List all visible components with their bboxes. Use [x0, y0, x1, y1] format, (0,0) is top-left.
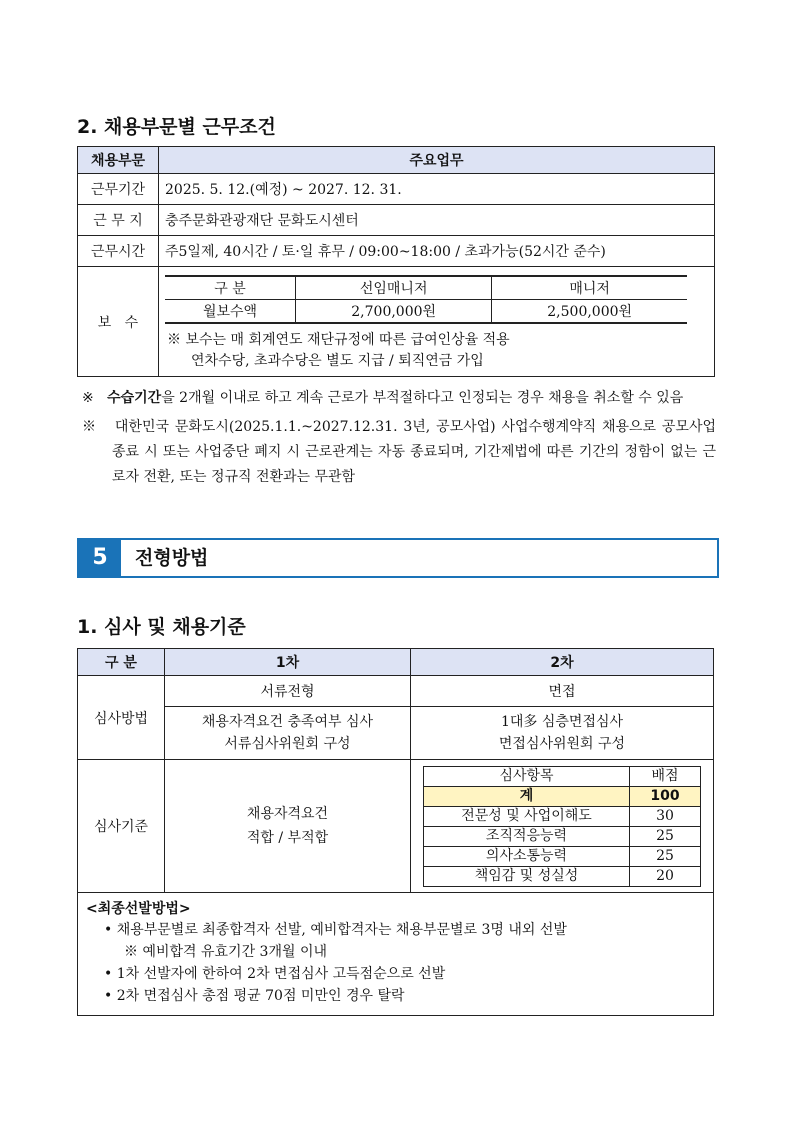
pay-notes	[165, 328, 708, 376]
section-heading: 2. 채용부문별 근무조건	[77, 116, 276, 138]
pay-cell-senior: 2,700,000원	[296, 300, 492, 324]
method-label: 심사방법	[78, 676, 165, 760]
pay-header: 선임매니저	[296, 276, 492, 300]
stage2-desc-line: 1대多 심층면접심사	[500, 714, 624, 730]
criteria-item: 조직적응능력	[424, 826, 630, 846]
stage1-criteria-line: 채용자격요건	[246, 806, 329, 822]
section-number: 5	[79, 540, 121, 576]
pay-cell-label: 월보수액	[165, 300, 296, 324]
note-item	[82, 415, 716, 490]
stage2-type: 면접	[411, 676, 714, 707]
note-bold: 수습기간	[107, 390, 162, 406]
section-title: 전형방법	[135, 547, 209, 569]
criteria-item: 책임감 및 성실성	[424, 866, 630, 886]
final-item: • 2차 면접심사 총점 평균 70점 미만인 경우 탈락	[104, 988, 405, 1004]
criteria-total-label: 계	[424, 786, 630, 806]
stage1-criteria-line: 적합 / 부적합	[246, 830, 329, 846]
section-5-banner	[77, 538, 719, 578]
work-conditions-table	[77, 146, 715, 377]
row-value: 주5일제, 40시간 / 토·일 휴무 / 09:00~18:00 / 초과가능(52시간 준수)	[159, 236, 715, 267]
criteria-score: 30	[630, 806, 701, 826]
header-cell: 1차	[165, 649, 411, 676]
criteria-table	[423, 766, 701, 887]
header-cell: 2차	[411, 649, 714, 676]
criteria-item: 의사소통능력	[424, 846, 630, 866]
final-item: ※ 예비합격 유효기간 3개월 이내	[124, 944, 327, 960]
row-label: 근무시간	[78, 236, 159, 267]
pay-cell	[159, 267, 715, 377]
subsection-heading: 1. 심사 및 채용기준	[77, 616, 246, 638]
pay-cell-manager: 2,500,000원	[492, 300, 687, 324]
pay-label: 보 수	[78, 267, 159, 377]
stage2-criteria	[411, 760, 714, 893]
pay-header: 구 분	[165, 276, 296, 300]
note-text: 대한민국 문화도시(2025.1.1.~2027.12.31. 3년, 공모사업) 사업수행계약직 채용으로 공모사업 종료 시 또는 사업중단 폐지 시 근로관계는 자동 종료되며, 기간제법에 따른 기간의 정함이 없는 근로자 전환, 또는 정규직 전환과는 무관함	[112, 419, 716, 485]
screening-table	[77, 648, 714, 1016]
notes-block	[82, 386, 716, 490]
stage1-criteria	[165, 760, 411, 893]
note-item	[82, 386, 716, 411]
row-label: 근 무 지	[78, 205, 159, 236]
stage1-desc	[165, 707, 411, 760]
pay-note: ※ 보수는 매 회계연도 재단규정에 따른 급여인상율 적용	[167, 332, 510, 348]
stage1-desc-line: 채용자격요건 충족여부 심사	[201, 714, 374, 730]
criteria-item: 전문성 및 사업이해도	[424, 806, 630, 826]
pay-header: 매니저	[492, 276, 687, 300]
pay-note: 연차수당, 초과수당은 별도 지급 / 퇴직연금 가입	[191, 353, 484, 369]
criteria-score: 25	[630, 846, 701, 866]
header-cell: 주요업무	[159, 147, 715, 174]
final-selection-title: <최종선발방법>	[86, 901, 191, 917]
row-value: 2025. 5. 12.(예정) ~ 2027. 12. 31.	[159, 174, 715, 205]
criteria-score: 25	[630, 826, 701, 846]
criteria-label: 심사기준	[78, 760, 165, 893]
final-item: • 1차 선발자에 한하여 2차 면접심사 고득점순으로 선발	[104, 966, 446, 982]
pay-table	[165, 275, 687, 324]
criteria-total-value: 100	[630, 786, 701, 806]
stage2-desc	[411, 707, 714, 760]
final-selection-cell	[78, 893, 714, 1016]
criteria-header: 심사항목	[424, 766, 630, 786]
row-value: 충주문화관광재단 문화도시센터	[159, 205, 715, 236]
row-label: 근무기간	[78, 174, 159, 205]
criteria-score: 20	[630, 866, 701, 886]
final-item: • 채용부문별로 최종합격자 선발, 예비합격자는 채용부문별로 3명 내외 선발	[104, 922, 567, 938]
stage1-type: 서류전형	[165, 676, 411, 707]
header-cell: 채용부문	[78, 147, 159, 174]
stage2-desc-line: 면접심사위원회 구성	[498, 736, 626, 752]
header-cell: 구 분	[78, 649, 165, 676]
criteria-header: 배점	[630, 766, 701, 786]
note-mark: ※	[82, 390, 94, 406]
stage1-desc-line: 서류심사위원회 구성	[224, 736, 351, 752]
note-mark: ※	[82, 419, 98, 435]
note-text: 을 2개월 이내로 하고 계속 근로가 부적절하다고 인정되는 경우 채용을 취소할 수 있음	[161, 390, 684, 406]
